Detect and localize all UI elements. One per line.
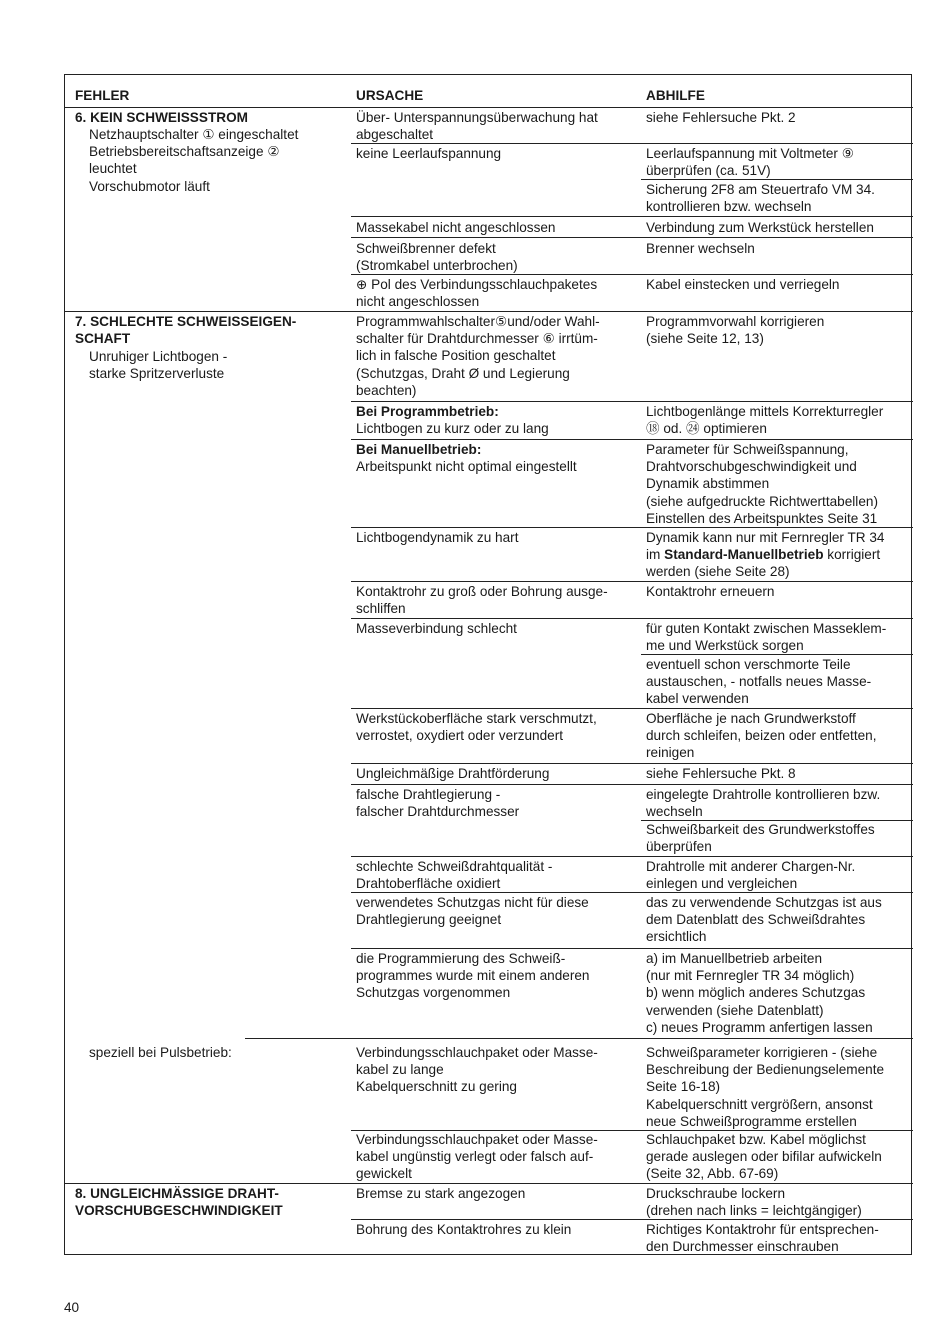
row-divider: [351, 237, 645, 238]
row-divider: [641, 179, 913, 180]
cause: Über- Unterspannungsüberwachung hat abgeschaltet: [356, 110, 598, 143]
header-divider: [65, 107, 913, 108]
row-divider: [641, 784, 913, 785]
remedy: Leerlaufspannung mit Voltmeter ⑨ überprüfen (ca. 51V): [646, 146, 854, 179]
section-7-symptom: Unruhiger Lichtbogen - starke Spritzerverluste: [89, 349, 228, 382]
cause: Programmwahlschalter⑤und/oder Wahl- schalter für Drahtdurchmesser ⑥ irrtüm- lich in falsche Position geschaltet (Schutzgas, Draht Ø und Legierung beachten): [356, 314, 600, 398]
row-divider: [351, 1219, 645, 1220]
remedy: Verbindung zum Werkstück herstellen: [646, 220, 874, 235]
header-fehler: FEHLER: [75, 88, 130, 103]
row-divider: [245, 1038, 913, 1039]
remedy: eingelegte Drahtrolle kontrollieren bzw. wechseln: [646, 787, 881, 820]
remedy: Druckschraube lockern (drehen nach links = leichtgängiger): [646, 1186, 862, 1219]
cause: die Programmierung des Schweiß- programmes wurde mit einem anderen Schutzgas vorgenommen: [356, 951, 590, 1001]
row-divider: [641, 1219, 913, 1220]
remedy: Lichtbogenlänge mittels Korrekturregler ⑱ od. ㉔ optimieren: [646, 404, 884, 437]
remedy: das zu verwendende Schutzgas ist aus dem Datenblatt des Schweißdrahtes ersichtlich: [646, 895, 882, 945]
section-8-title: 8. UNGLEICHMÄSSIGE DRAHT- VORSCHUBGESCHWINDIGKEIT: [75, 1186, 283, 1219]
remedy: eventuell schon verschmorte Teile austauschen, - notfalls neues Masse- kabel verwenden: [646, 657, 872, 707]
cause: Verbindungsschlauchpaket oder Masse- kabel ungünstig verlegt oder falsch auf- gewickelt: [356, 1132, 598, 1182]
remedy-text: Dynamik kann nur mit Fernregler TR 34 im: [646, 530, 885, 563]
remedy: Kabel einstecken und verriegeln: [646, 277, 840, 292]
cause: Bremse zu stark angezogen: [356, 1186, 526, 1201]
page-number: 40: [64, 1300, 80, 1315]
remedy-text: korrigiert werden (siehe Seite 28): [646, 547, 881, 580]
row-divider: [351, 856, 645, 857]
cause: Ungleichmäßige Drahtförderung: [356, 766, 550, 781]
cause: Lichtbogen zu kurz oder zu lang: [356, 421, 549, 436]
remedy: Kontaktrohr erneuern: [646, 584, 775, 599]
remedy: Schlauchpaket bzw. Kabel möglichst gerade auslegen oder bifilar aufwickeln (Seite 32, Abb. 67-69): [646, 1132, 882, 1182]
cause: Verbindungsschlauchpaket oder Masse- kabel zu lange Kabelquerschnitt zu gering: [356, 1045, 598, 1095]
row-divider: [351, 216, 645, 217]
row-divider: [641, 618, 913, 619]
row-divider: [351, 274, 645, 275]
row-divider: [641, 216, 913, 217]
cause: Massekabel nicht angeschlossen: [356, 220, 556, 235]
remedy: siehe Fehlersuche Pkt. 8: [646, 766, 796, 781]
section-divider: [65, 311, 913, 312]
cause: Schweißbrenner defekt (Stromkabel unterbrochen): [356, 241, 518, 274]
cause: Kontaktrohr zu groß oder Bohrung ausge- schliffen: [356, 584, 608, 617]
cause: Werkstückoberfläche stark verschmutzt, verrostet, oxydiert oder verzundert: [356, 711, 597, 744]
row-divider: [641, 143, 913, 144]
cause: Lichtbogendynamik zu hart: [356, 530, 519, 545]
cause-heading: Bei Manuellbetrieb:: [356, 442, 482, 457]
section-divider: [65, 1183, 913, 1184]
row-divider: [351, 948, 645, 949]
row-divider: [351, 401, 645, 402]
troubleshooting-table: [64, 74, 912, 1255]
row-divider: [641, 401, 913, 402]
row-divider: [351, 618, 645, 619]
cause: ⊕ Pol des Verbindungsschlauchpaketes nicht angeschlossen: [356, 277, 598, 310]
row-divider: [351, 784, 645, 785]
remedy: Schweißparameter korrigieren - (siehe Beschreibung der Bedienungselemente Seite 16-18) Kabelquerschnitt vergrößern, ansonst neue Schweißprogramme erstellen: [646, 1045, 885, 1129]
section-6-symptom: Betriebsbereitschaftsanzeige ② leuchtet: [89, 144, 280, 177]
section-6-symptom: [89, 126, 345, 143]
row-divider: [351, 439, 645, 440]
remedy: für guten Kontakt zwischen Masseklem- me und Werkstück sorgen: [646, 621, 887, 654]
remedy: Sicherung 2F8 am Steuertrafo VM 34. kontrollieren bzw. wechseln: [646, 182, 875, 215]
remedy: Drahtrolle mit anderer Chargen-Nr. einlegen und vergleichen: [646, 859, 856, 892]
remedy: Brenner wechseln: [646, 241, 755, 256]
row-divider: [351, 143, 645, 144]
row-divider: [351, 763, 645, 764]
remedy: Programmvorwahl korrigieren (siehe Seite 12, 13): [646, 314, 825, 347]
row-divider: [641, 274, 913, 275]
cause: schlechte Schweißdrahtqualität - Drahtoberfläche oxidiert: [356, 859, 553, 892]
row-divider: [641, 237, 913, 238]
row-divider: [641, 763, 913, 764]
header-ursache: URSACHE: [356, 88, 424, 103]
header-abhilfe: ABHILFE: [646, 88, 705, 103]
row-divider: [641, 439, 913, 440]
cause-heading: Bei Programmbetrieb:: [356, 404, 499, 419]
row-divider: [351, 708, 645, 709]
pulse-mode-note: speziell bei Pulsbetrieb:: [89, 1045, 232, 1060]
remedy: [646, 529, 910, 581]
row-divider: [641, 581, 913, 582]
section-6-symptom-text: Netzhauptschalter ① eingeschaltet: [89, 127, 299, 142]
row-divider: [351, 581, 645, 582]
remedy: a) im Manuellbetrieb arbeiten (nur mit Fernregler TR 34 möglich) b) wenn möglich anderes Schutzgas verwenden (siehe Datenblatt) c) neues Programm anfertigen lassen: [646, 951, 873, 1035]
remedy: siehe Fehlersuche Pkt. 2: [646, 110, 796, 125]
cause: verwendetes Schutzgas nicht für diese Drahtlegierung geeignet: [356, 895, 589, 928]
row-divider: [641, 856, 913, 857]
row-divider: [641, 654, 913, 655]
row-divider: [641, 527, 913, 528]
cause: falsche Drahtlegierung - falscher Drahtdurchmesser: [356, 787, 520, 820]
row-divider: [351, 892, 645, 893]
remedy-emphasis: Standard-Manuellbetrieb: [664, 547, 824, 563]
row-divider: [641, 948, 913, 949]
section-7-title: 7. SCHLECHTE SCHWEISSEIGEN- SCHAFT: [75, 314, 297, 347]
remedy: Schweißbarkeit des Grundwerkstoffes überprüfen: [646, 822, 875, 855]
remedy: Parameter für Schweißspannung, Drahtvorschubgeschwindigkeit und Dynamik abstimmen (siehe aufgedruckte Richtwerttabellen) Einstellen des Arbeitspunktes Seite 31: [646, 442, 878, 526]
remedy: Richtiges Kontaktrohr für entsprechen- den Durchmesser einschrauben: [646, 1222, 879, 1255]
row-divider: [641, 892, 913, 893]
section-6-title: 6. KEIN SCHWEISSSTROM: [75, 110, 248, 125]
cause: Arbeitspunkt nicht optimal eingestellt: [356, 459, 577, 474]
cause: keine Leerlaufspannung: [356, 146, 502, 161]
cause: Bohrung des Kontaktrohres zu klein: [356, 1222, 572, 1237]
row-divider: [641, 708, 913, 709]
section-6-symptom: Vorschubmotor läuft: [89, 179, 210, 194]
row-divider: [351, 527, 645, 528]
remedy: Oberfläche je nach Grundwerkstoff durch schleifen, beizen oder entfetten, reinigen: [646, 711, 877, 761]
cause: Masseverbindung schlecht: [356, 621, 517, 636]
